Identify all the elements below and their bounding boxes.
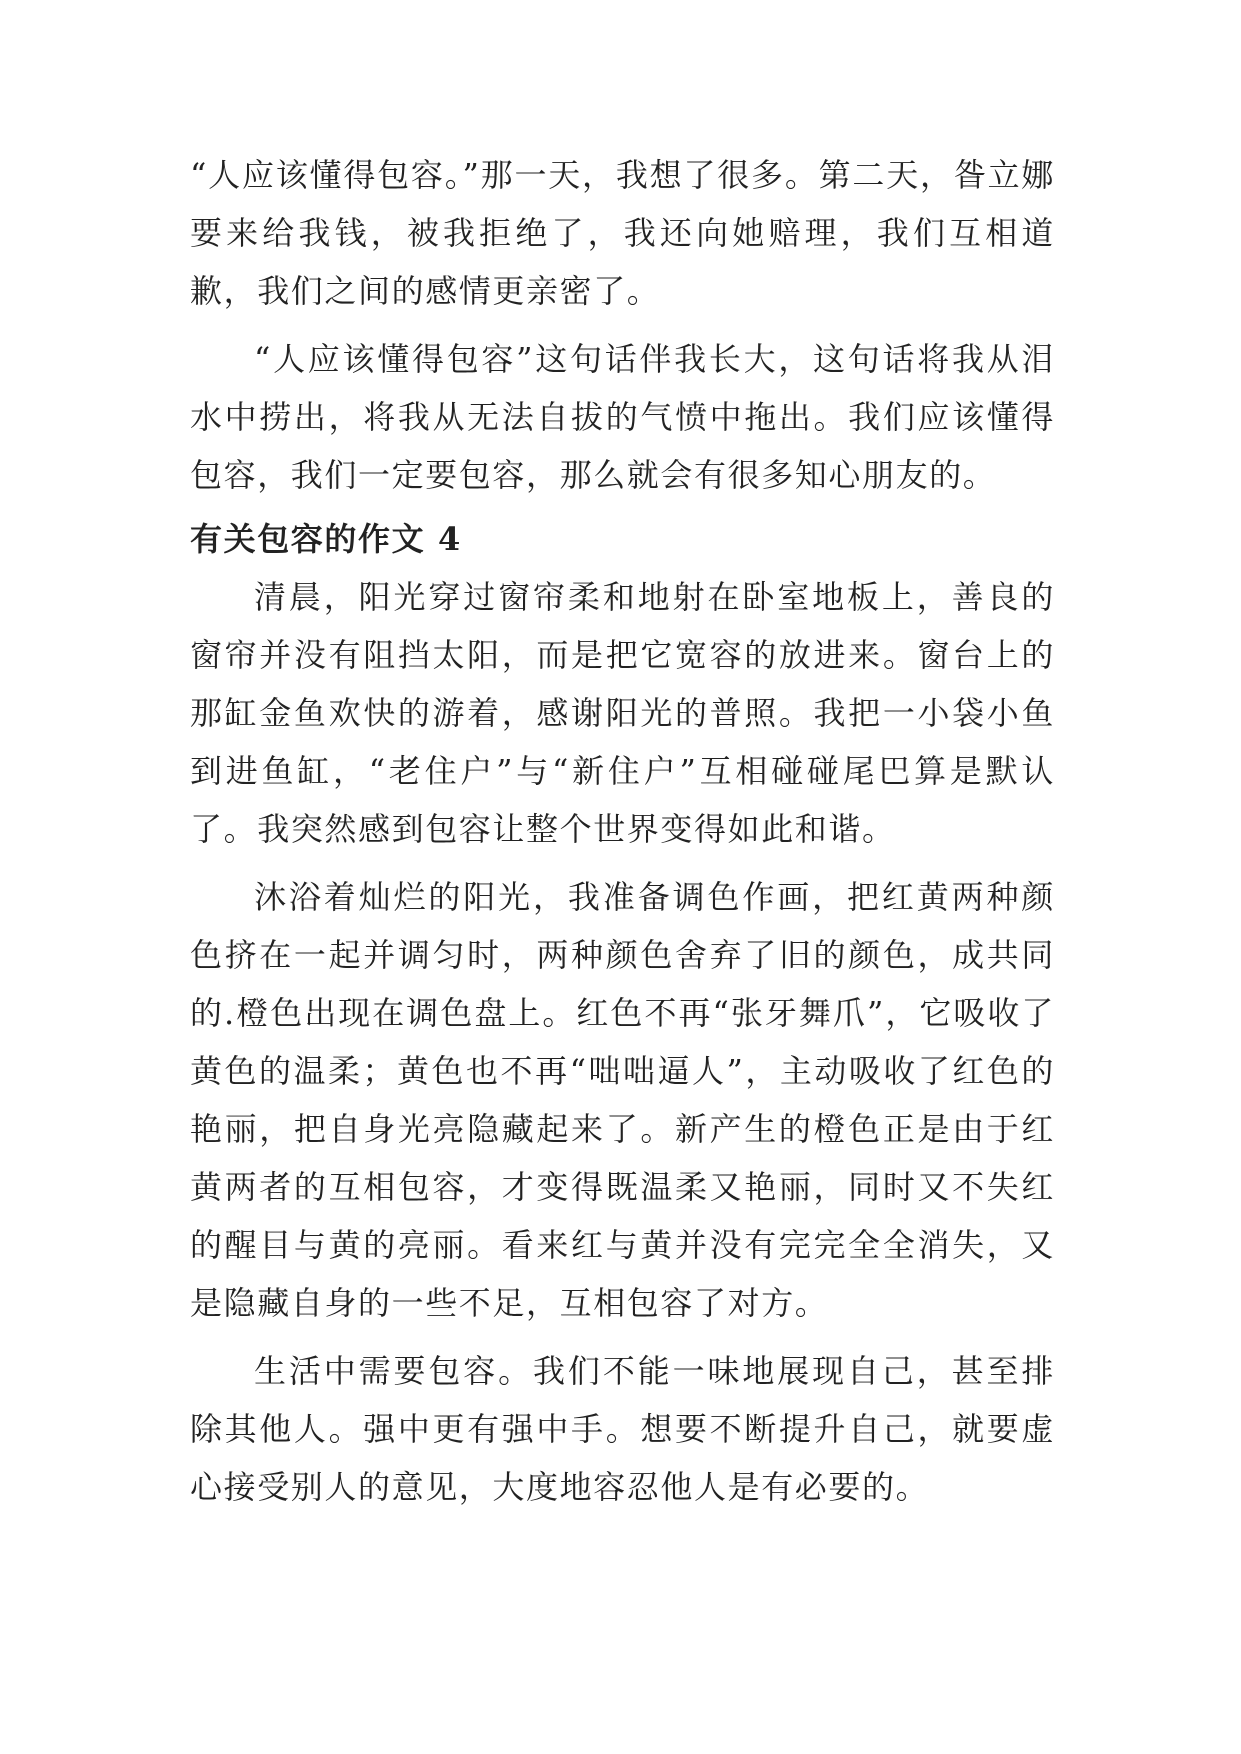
essay-title: 有关包容的作文 4 [190, 520, 462, 558]
paragraph-essay-2: 沐浴着灿烂的阳光，我准备调色作画，把红黄两种颜色挤在一起并调匀时，两种颜色舍弃了旧的颜色，成共同的.橙色出现在调色盘上。红色不再“张牙舞爪”，它吸收了黄色的温柔；黄色也不再“咄咄逼人”，主动吸收了红色的艳丽，把自身光亮隐藏起来了。新产生的橙色正是由于红黄两者的互相包容，才变得既温柔又艳丽，同时又不失红的醒目与黄的亮丽。看来红与黄并没有完完全全消失，又是隐藏自身的一些不足，互相包容了对方。 [190, 878, 1055, 1322]
essay-section [190, 510, 1055, 1526]
paragraph-essay-1: 清晨，阳光穿过窗帘柔和地射在卧室地板上，善良的窗帘并没有阻挡太阳，而是把它宽容的放进来。窗台上的那缸金鱼欢快的游着，感谢阳光的普照。我把一小袋小鱼到进鱼缸，“老住户”与“新住户”互相碰碰尾巴算是默认了。我突然感到包容让整个世界变得如此和谐。 [190, 578, 1055, 848]
paragraph-continuation-1: “人应该懂得包容。”那一天，我想了很多。第二天，昝立娜要来给我钱，被我拒绝了，我还向她赔理，我们互相道歉，我们之间的感情更亲密了。 [190, 156, 1055, 310]
continuation-section [190, 146, 1055, 514]
paragraph-essay-3: 生活中需要包容。我们不能一味地展现自己，甚至排除其他人。强中更有强中手。想要不断提升自己，就要虚心接受别人的意见，大度地容忍他人是有必要的。 [190, 1352, 1055, 1506]
paragraph-continuation-2: “人应该懂得包容”这句话伴我长大，这句话将我从泪水中捞出，将我从无法自拔的气愤中拖出。我们应该懂得包容，我们一定要包容，那么就会有很多知心朋友的。 [190, 340, 1055, 494]
